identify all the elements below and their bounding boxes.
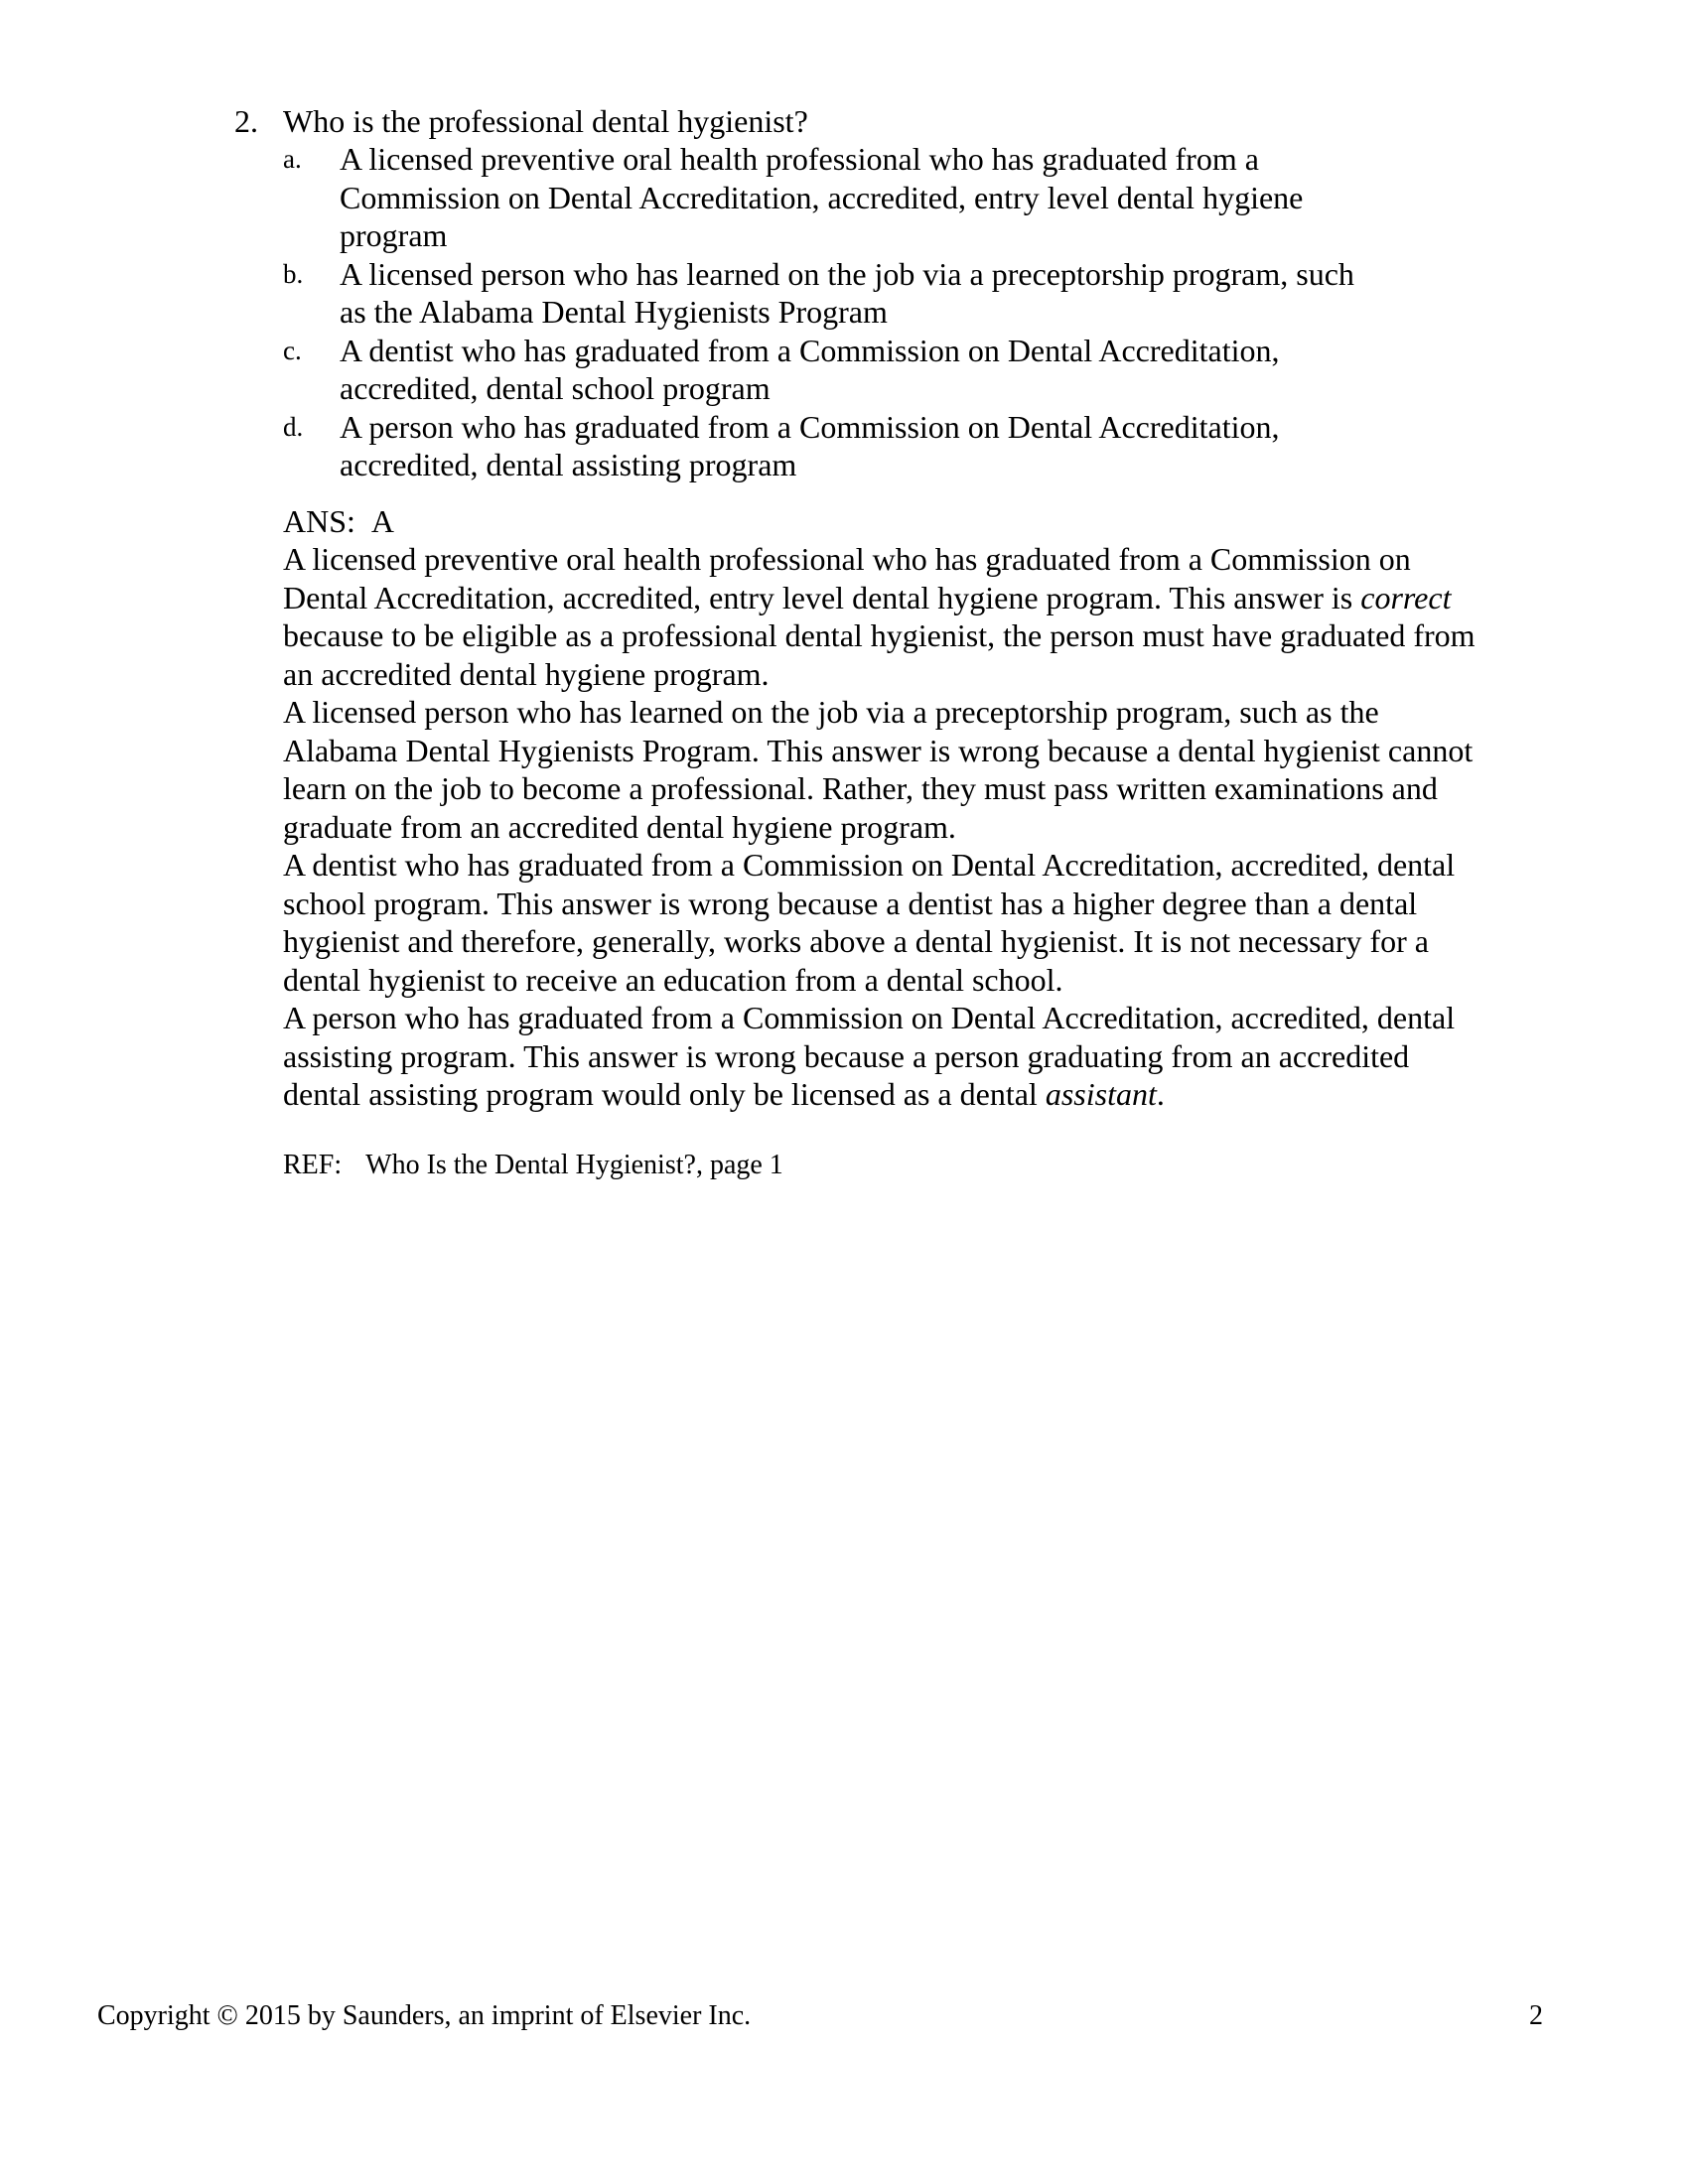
- option-text: A person who has graduated from a Commission on Dental Accreditation,: [340, 408, 1280, 445]
- answer-value: A: [370, 503, 395, 539]
- option-letter: a.: [283, 144, 302, 174]
- option-text: Commission on Dental Accreditation, accredited, entry level dental hygiene: [340, 179, 1304, 215]
- rationale-line: A licensed preventive oral health professional who has graduated from a Commission on: [283, 541, 1411, 577]
- rationale-line: school program. This answer is wrong because a dentist has a higher degree than a dental: [283, 885, 1418, 921]
- rationale-emphasis: assistant: [1045, 1076, 1157, 1112]
- rationale-line: A person who has graduated from a Commission on Dental Accreditation, accredited, dental: [283, 1000, 1456, 1035]
- option-letter: c.: [283, 335, 302, 365]
- rationale-text: Dental Accreditation, accredited, entry level dental hygiene program. This answer is: [283, 579, 1361, 615]
- option-text: A licensed preventive oral health professional who has graduated from a: [340, 141, 1259, 177]
- option-letter: d.: [283, 411, 304, 442]
- question-text: Who is the professional dental hygienist?: [283, 103, 808, 139]
- rationale-line: assisting program. This answer is wrong because a person graduating from an accredited: [283, 1037, 1410, 1074]
- rationale-line: because to be eligible as a professional dental hygienist, the person must have graduated from: [283, 617, 1476, 653]
- option-text: program: [340, 217, 448, 253]
- option-text: A licensed person who has learned on the job via a preceptorship program, such: [340, 255, 1354, 292]
- rationale-line: [283, 579, 1476, 617]
- rationale-text: dental assisting program would only be licensed as a dental: [283, 1076, 1046, 1112]
- rationale-text: .: [1156, 1076, 1165, 1112]
- rationale-line: hygienist and therefore, generally, works above a dental hygienist. It is not necessary for a: [283, 923, 1429, 959]
- answer-label: ANS:: [283, 503, 355, 539]
- question-number: 2.: [234, 103, 258, 139]
- reference-label: REF:: [283, 1150, 343, 1180]
- reference: [283, 1147, 783, 1185]
- rationale-emphasis: correct: [1360, 579, 1452, 615]
- rationale-line: dental hygienist to receive an education from a dental school.: [283, 961, 1063, 998]
- option-text: as the Alabama Dental Hygienists Program: [340, 294, 888, 330]
- rationale: [283, 540, 1476, 1114]
- answer: [283, 502, 394, 541]
- rationale-line: A dentist who has graduated from a Commission on Dental Accreditation, accredited, dental: [283, 847, 1456, 883]
- footer-copyright: Copyright © 2015 by Saunders, an imprint of Elsevier Inc.: [97, 2000, 752, 2031]
- option-letter: b.: [283, 258, 304, 289]
- rationale-line: graduate from an accredited dental hygiene program.: [283, 808, 956, 845]
- page-number: 2: [1529, 2000, 1543, 2031]
- rationale-line: an accredited dental hygiene program.: [283, 655, 770, 692]
- rationale-line: learn on the job to become a professional. Rather, they must pass written examinations and: [283, 770, 1438, 806]
- rationale-line: A licensed person who has learned on the job via a preceptorship program, such as the: [283, 694, 1379, 730]
- reference-value: Who Is the Dental Hygienist?, page 1: [365, 1150, 783, 1180]
- option-text: accredited, dental school program: [340, 370, 771, 406]
- rationale-line: [283, 1075, 1476, 1114]
- option-text: accredited, dental assisting program: [340, 447, 797, 482]
- option-text: A dentist who has graduated from a Commission on Dental Accreditation,: [340, 332, 1280, 368]
- rationale-line: Alabama Dental Hygienists Program. This answer is wrong because a dental hygienist cannot: [283, 732, 1474, 768]
